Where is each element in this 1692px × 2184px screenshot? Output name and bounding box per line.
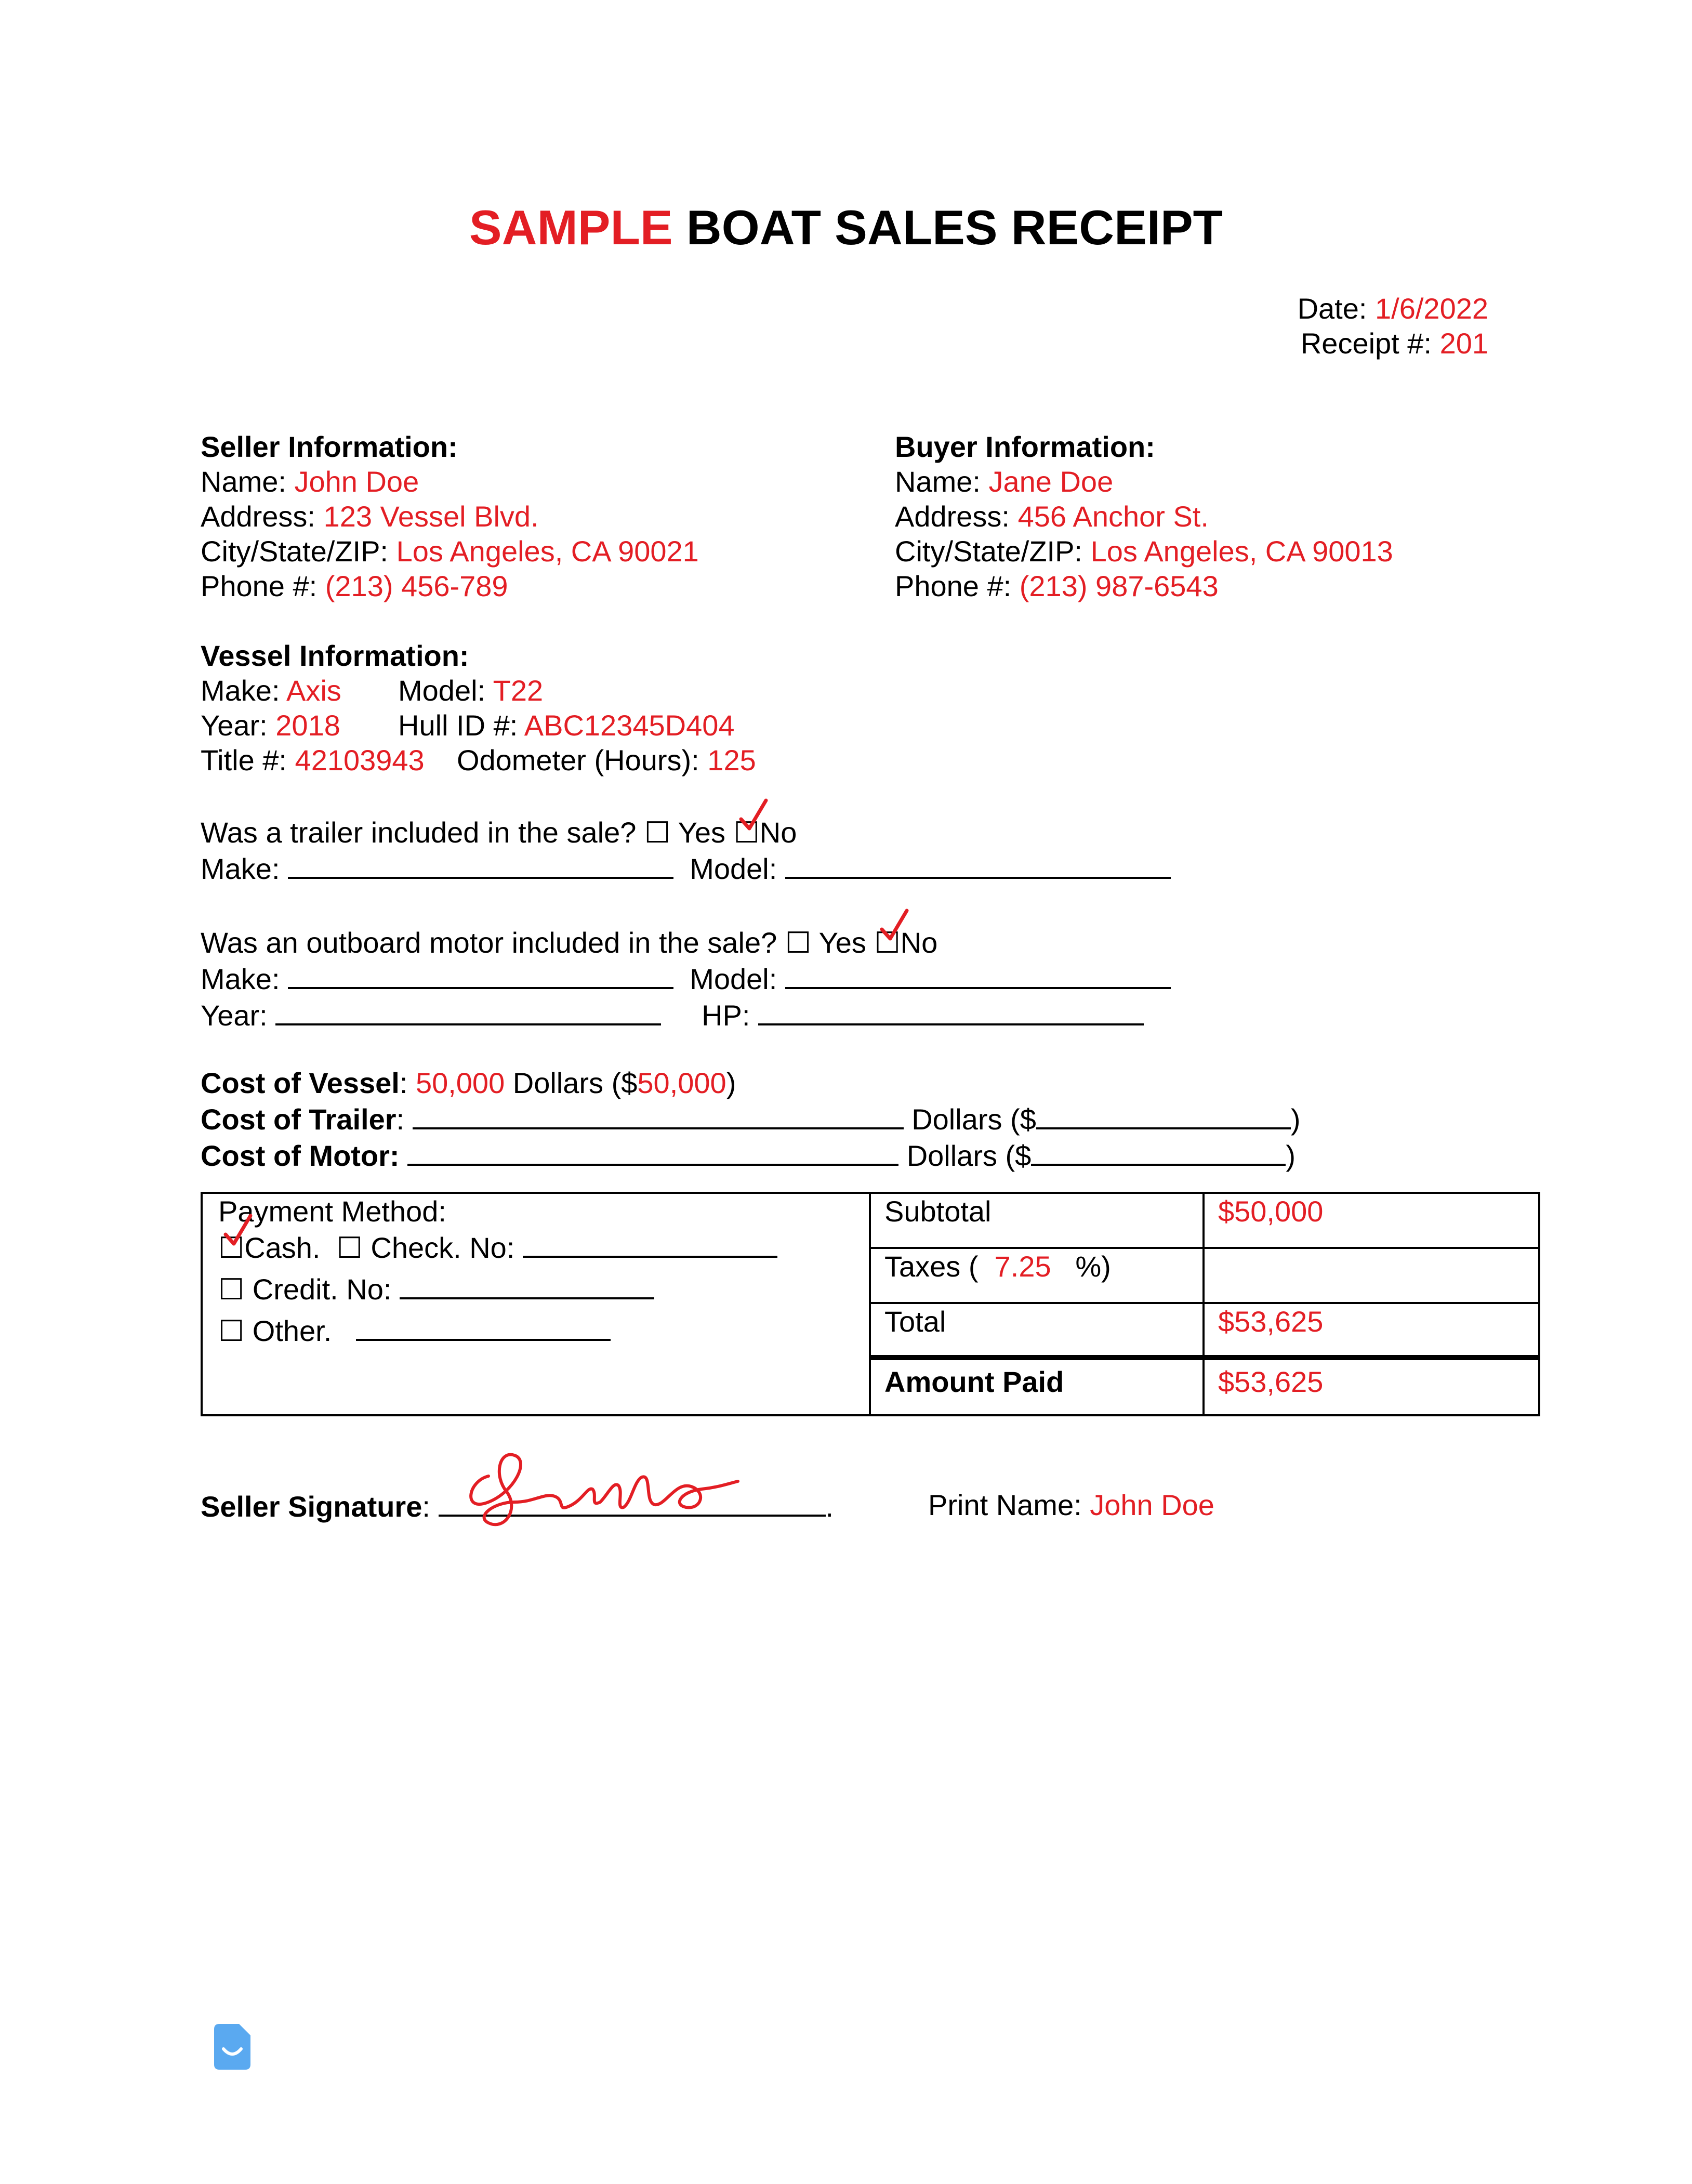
check-label: Check. No: [371,1231,515,1264]
vessel-make: Axis [286,674,341,707]
trailer-make-label: Make: [201,852,280,885]
table-divider [869,1194,871,1414]
trailer-no-checkbox[interactable]: ☐ [734,815,760,850]
cost-trailer-number-field[interactable] [1036,1100,1291,1129]
vessel-title-number: 42103943 [295,744,425,777]
vessel-hull-label: Hull ID #: [398,709,518,742]
print-name-label: Print Name: [928,1489,1082,1521]
vessel-title-label: Title #: [201,744,287,777]
check-number-field[interactable] [523,1229,777,1258]
check-checkbox[interactable]: ☐ [336,1231,363,1264]
seller-name-label: Name: [201,465,286,498]
vessel-heading: Vessel Information: [201,639,469,672]
red-checkmark-icon [222,1213,254,1249]
motor-model-label: Model: [690,963,777,995]
trailer-model-field[interactable] [785,850,1171,879]
motor-yes-label: Yes [818,926,866,959]
cost-trailer-label: Cost of Trailer [201,1103,396,1136]
date-label: Date: [1297,292,1367,325]
cost-trailer-close: ) [1290,1103,1301,1136]
red-checkmark-icon [738,797,769,834]
taxes-close: %) [1075,1250,1111,1283]
vessel-year-label: Year: [201,709,268,742]
payment-table [201,1192,1540,1416]
buyer-name-label: Name: [895,465,981,498]
motor-hp-field[interactable] [758,996,1144,1025]
buyer-name: Jane Doe [988,465,1114,498]
motor-question: Was an outboard motor included in the sale? [201,926,777,959]
document-logo-icon [212,2022,253,2072]
motor-no-label: No [900,926,938,959]
cost-vessel-label: Cost of Vessel [201,1067,400,1099]
vessel-odometer-label: Odometer (Hours): [456,744,699,777]
motor-section [201,925,1171,1033]
vessel-hull-id: ABC12345D404 [524,709,735,742]
cash-checkbox[interactable]: ☐ [218,1230,244,1265]
seller-address: 123 Vessel Blvd. [323,500,539,533]
motor-yes-checkbox[interactable]: ☐ [785,926,812,959]
receipt-label: Receipt #: [1300,327,1432,360]
amount-paid-value: $53,625 [1218,1365,1324,1398]
signature-scribble-icon [457,1445,748,1533]
title-main: BOAT SALES RECEIPT [686,200,1223,255]
other-checkbox[interactable]: ☐ [218,1314,245,1347]
page-title [0,199,1692,256]
payment-method [218,1194,777,1348]
taxes-open: Taxes ( [884,1250,979,1283]
table-divider [869,1302,1538,1304]
print-name-value: John Doe [1090,1489,1214,1521]
trailer-section [201,815,1171,886]
buyer-address: 456 Anchor St. [1017,500,1209,533]
cost-motor-field[interactable] [407,1137,898,1166]
seller-info [201,429,699,603]
cash-label: Cash. [244,1231,321,1264]
vessel-make-label: Make: [201,674,280,707]
credit-checkbox[interactable]: ☐ [218,1273,245,1306]
seller-heading: Seller Information: [201,430,458,463]
seller-phone-label: Phone #: [201,570,318,602]
seller-city-label: City/State/ZIP: [201,535,388,568]
vessel-info [201,638,756,778]
vessel-model: T22 [493,674,544,707]
other-field[interactable] [356,1312,611,1341]
payment-heading: Payment Method: [218,1195,446,1228]
buyer-city: Los Angeles, CA 90013 [1090,535,1393,568]
amount-paid-label: Amount Paid [884,1365,1064,1398]
trailer-model-label: Model: [690,852,777,885]
trailer-no-label: No [759,816,797,849]
credit-label: Credit. No: [252,1273,392,1306]
buyer-city-label: City/State/ZIP: [895,535,1082,568]
signature-row: Seller Signature: . [201,1488,834,1524]
receipt-meta [1298,291,1488,361]
trailer-question: Was a trailer included in the sale? [201,816,637,849]
subtotal-value: $50,000 [1218,1195,1324,1228]
vessel-year: 2018 [275,709,340,742]
table-divider [1202,1194,1205,1414]
buyer-heading: Buyer Information: [895,430,1155,463]
cost-vessel-amount: 50,000 [415,1067,505,1099]
seller-signature-label: Seller Signature [201,1490,422,1523]
other-label: Other. [252,1314,332,1347]
cost-motor-label: Cost of Motor: [201,1139,400,1172]
cost-motor-number-field[interactable] [1031,1137,1286,1166]
vessel-odometer: 125 [707,744,756,777]
subtotal-label: Subtotal [884,1195,992,1228]
credit-number-field[interactable] [400,1270,654,1299]
seller-city: Los Angeles, CA 90021 [396,535,699,568]
seller-phone: (213) 456-789 [325,570,508,602]
taxes-label [884,1249,1111,1284]
table-divider [869,1355,1538,1360]
vessel-model-label: Model: [398,674,486,707]
red-checkmark-icon [879,907,910,944]
motor-make-field[interactable] [288,960,673,989]
motor-make-label: Make: [201,963,280,995]
tax-rate: 7.25 [994,1250,1051,1283]
buyer-info [895,429,1393,603]
buyer-address-label: Address: [895,500,1010,533]
motor-no-checkbox[interactable]: ☐ [875,925,901,960]
trailer-yes-label: Yes [678,816,726,849]
trailer-yes-checkbox[interactable]: ☐ [644,816,671,849]
motor-model-field[interactable] [785,960,1171,989]
cost-trailer-field[interactable] [413,1100,904,1129]
cost-motor-dollars: Dollars ($ [906,1139,1032,1172]
buyer-phone: (213) 987-6543 [1019,570,1219,602]
total-value: $53,625 [1218,1305,1324,1338]
motor-hp-label: HP: [702,999,750,1032]
print-name-row [928,1488,1214,1522]
title-sample: SAMPLE [469,200,673,255]
cost-vessel-close: ) [726,1067,736,1099]
date-value: 1/6/2022 [1375,292,1488,325]
trailer-make-field[interactable] [288,850,673,879]
costs-section: Cost of Vessel: 50,000 Dollars ($50,000) Cost of Trailer: Dollars ($ ) Cost of Motor: Dollars ($ ) [201,1067,1301,1172]
motor-year-label: Year: [201,999,268,1032]
motor-year-field[interactable] [275,996,661,1025]
cost-vessel-dollars: Dollars ($ [512,1067,638,1099]
cost-trailer-dollars: Dollars ($ [911,1103,1036,1136]
seller-address-label: Address: [201,500,315,533]
receipt-number: 201 [1439,327,1488,360]
total-label: Total [884,1305,946,1338]
cost-vessel-number: 50,000 [637,1067,726,1099]
seller-name: John Doe [294,465,419,498]
buyer-phone-label: Phone #: [895,570,1012,602]
cost-motor-close: ) [1286,1139,1296,1172]
